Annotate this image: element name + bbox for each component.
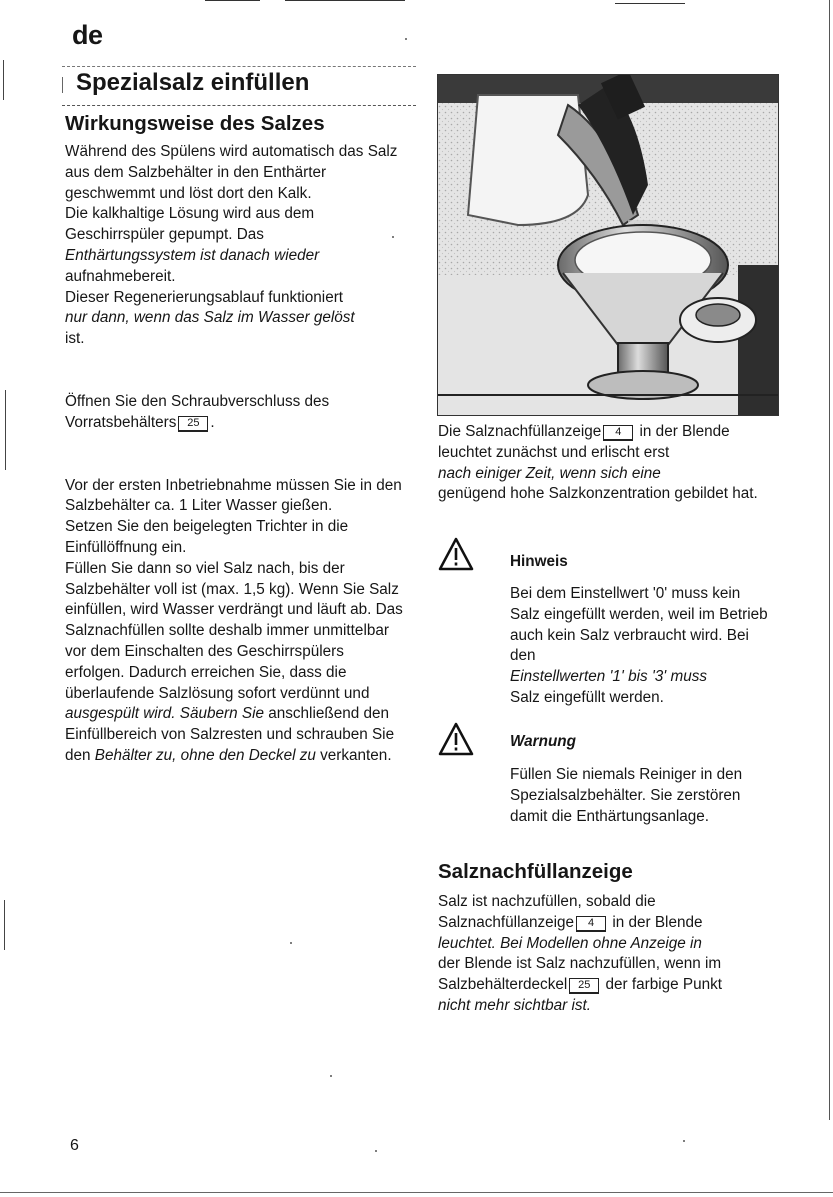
text-span: leuchtet. Bei Modellen ohne Anzeige in xyxy=(438,934,702,952)
scan-edge-mark xyxy=(615,3,685,4)
scan-edge-mark xyxy=(5,390,6,470)
scan-edge-mark xyxy=(285,0,405,1)
scan-speck xyxy=(683,1140,685,1142)
page-number: 6 xyxy=(70,1137,79,1154)
text-span: Bei dem Einstellwert '0' muss kein Salz eingefüllt werden, weil im Betrieb auch kein Salz verbraucht wird. Bei den xyxy=(510,585,768,665)
dark-right-edge xyxy=(738,265,778,415)
text-span: der Blende ist Salz nachzufüllen, wenn im Salzbehälterdeckel xyxy=(438,955,722,994)
paragraph-first-use: Vor der ersten Inbetriebnahme müssen Sie in den Salzbehälter ca. 1 Liter Wasser gießen. xyxy=(65,476,402,515)
section-title xyxy=(62,66,416,106)
paragraph-funnel: Setzen Sie den beigelegten Trichter in die Einfüllöffnung ein. xyxy=(65,518,349,556)
text-span: anschließend den Einfüllbereich von Salzresten und schrauben Sie den xyxy=(65,705,395,764)
text-span: Behälter zu, ohne den Deckel zu xyxy=(94,746,316,764)
notice-title: Hinweis xyxy=(510,553,568,570)
reference-number-4: 4 xyxy=(576,916,606,932)
scan-edge-mark xyxy=(3,60,4,100)
screw-cap-dot xyxy=(696,304,740,326)
text-span: Enthärtungssystem ist danach wieder xyxy=(65,246,320,264)
title-tick-mark xyxy=(62,77,63,93)
funnel-illustration-svg xyxy=(438,75,778,415)
scan-edge-mark xyxy=(205,0,260,1)
text-span: Dieser Regenerierungsablauf funktioniert xyxy=(65,288,344,306)
scan-speck xyxy=(405,38,407,40)
warning-triangle-icon xyxy=(438,722,474,756)
text-span: . xyxy=(210,413,215,431)
text-span: aufnahmebereit. xyxy=(65,267,176,285)
scan-edge-mark xyxy=(4,900,5,950)
reference-number-4: 4 xyxy=(603,425,633,441)
scan-speck xyxy=(290,942,292,944)
text-span: verkanten. xyxy=(320,746,392,764)
text-span: nur dann, wenn das Salz im Wasser gelöst xyxy=(65,309,355,327)
text-span: Während des Spülens wird automatisch das Salz aus dem Salzbehälter in den Enthärter geschwemmt und löst dort den Kalk. xyxy=(65,143,398,202)
text-span: Öffnen Sie den Schraubverschluss des Vorratsbehälters xyxy=(65,392,330,431)
paragraph-fill-salt xyxy=(65,559,405,767)
scan-edge-mark xyxy=(0,1192,833,1193)
text-span: Die kalkhaltige Lösung wird aus dem Geschirrspüler gepumpt. Das xyxy=(65,205,315,244)
text-span: ist. xyxy=(65,330,85,348)
text-span: der farbige Punkt xyxy=(605,976,723,994)
paragraph-open-cap xyxy=(65,392,405,434)
left-column xyxy=(65,142,405,767)
reference-number-25: 25 xyxy=(569,978,599,994)
text-span: Salz eingefüllt werden. xyxy=(510,688,664,706)
section-title-text: Spezialsalz einfüllen xyxy=(76,69,310,96)
notice-body xyxy=(510,584,770,709)
text-span: genügend hohe Salzkonzentration gebildet hat. xyxy=(438,485,758,503)
warning-title: Warnung xyxy=(510,733,576,750)
caution-triangle-icon xyxy=(438,537,474,571)
text-span: nicht mehr sichtbar ist. xyxy=(438,996,592,1014)
language-code: de xyxy=(72,20,103,50)
paragraph-salt-indicator xyxy=(438,892,773,1017)
heading-salt-indicator: Salznachfüllanzeige xyxy=(438,860,633,883)
scan-speck xyxy=(375,1150,377,1152)
scan-edge-mark xyxy=(829,0,830,1120)
text-span: Einstellwerten '1' bis '3' muss xyxy=(510,668,708,686)
text-span: Füllen Sie dann so viel Salz nach, bis der Salzbehälter voll ist (max. 1,5 kg). Wenn Sie Salz einfüllen, wird Wasser verdrängt und läuft ab. Das Salznachfüllen sollte deshalb immer unmittelbar vor dem Einschalten des Geschirrspülers erfolgen. Dadurch erreichen Sie, dass die überlaufende Salzlösung sofort verdünnt und xyxy=(65,559,403,702)
scan-speck xyxy=(330,1075,332,1077)
text-span: in der Blende leuchtet zunächst und erlischt erst xyxy=(438,423,730,461)
text-span: in der Blende xyxy=(612,913,703,931)
warning-body: Füllen Sie niemals Reiniger in den Spezialsalzbehälter. Sie zerstören damit die Enthärtungsanlage. xyxy=(510,766,743,825)
reference-number-25: 25 xyxy=(178,416,208,432)
text-span: ausgespült wird. Säubern Sie xyxy=(65,705,264,723)
text-span: nach einiger Zeit, wenn sich eine xyxy=(438,464,661,482)
illustration-salt-funnel xyxy=(437,74,779,416)
text-span: Salz ist nachzufüllen, sobald die Salznachfüllanzeige xyxy=(438,893,656,931)
paragraph-salt-function xyxy=(65,142,405,350)
photo-caption xyxy=(438,422,773,505)
text-span: Die Salznachfüllanzeige xyxy=(438,423,602,440)
heading-salt-function: Wirkungsweise des Salzes xyxy=(65,112,325,135)
